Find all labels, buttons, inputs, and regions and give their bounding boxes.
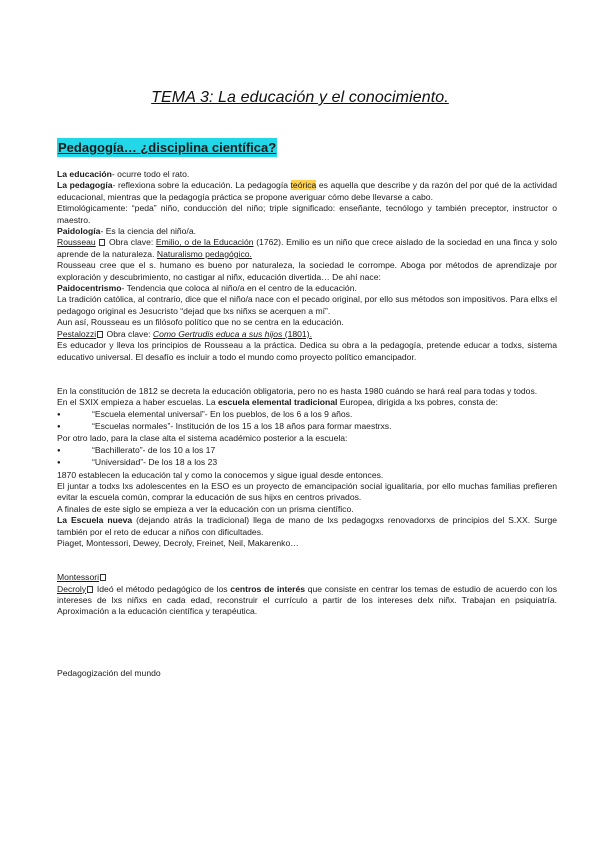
book-year: (1801). [282, 328, 312, 339]
bullet-icon [57, 409, 92, 421]
text-sxix-b: Europea, dirigida a lxs pobres, consta de: [337, 397, 498, 408]
paragraph-pedagogizacion: Pedagogización del mundo [57, 667, 161, 678]
section-heading: Pedagogía… ¿disciplina científica? [58, 140, 277, 155]
missing-glyph-icon [99, 239, 105, 246]
paragraph-etimologia: Etimológicamente: “peda” niño, conducción del niño; triple significado: enseñante, tecnólogo y también preceptor, instructor o maestro. [57, 203, 557, 225]
book-gertrudis: Como Gertrudis educa a sus hijos [152, 328, 283, 339]
text-pedagogia-a: - reflexiona sobre la educación. La pedagogía [112, 180, 291, 191]
list-item-text: “Bachillerato”- de los 10 a los 17 [92, 444, 216, 455]
text-sxix-a: En el SXIX empieza a haber escuelas. La [57, 397, 218, 408]
author-rousseau: Rousseau [57, 237, 96, 248]
label-obra-clave: Obra clave: [104, 328, 153, 339]
paragraph-paidocentrismo [57, 283, 557, 294]
paragraph-eso: El juntar a todxs lxs adolescentes en la ESO es un proyecto de emancipación social igualitaria, por ello muchas familias prefieren evitar la escuela común, comprar la educación de sus hijxs en centros privados. [57, 480, 557, 503]
list-item-text: “Universidad”- De los 18 a los 23 [92, 457, 218, 468]
term-centros-interes: centros de interés [230, 583, 306, 594]
text-paidocentrismo: - Tendencia que coloca al niño/a en el centro de la educación. [121, 283, 357, 294]
paragraph-decroly [57, 584, 557, 618]
list-item-text: “Escuelas normales”- Institución de los 15 a los 18 años para formar maestrxs. [92, 420, 392, 431]
book-emilio: Emilio, o de la Educación [155, 237, 254, 248]
paragraph-educacion [57, 169, 557, 180]
document-body [57, 169, 557, 679]
label-obra-clave: Obra clave: [106, 237, 156, 248]
text-pedagogia-b: es aquella que describe y da razón del por qué de la actividad educacional, mientras que la pedagogía práctica se propone averiguar cómo debe llevarse a cabo. [57, 180, 557, 202]
author-decroly: Decroly [57, 583, 87, 594]
paragraph-educador: Es educador y lleva los principios de Rousseau a la práctica. Dedica su obra a la pedagogía, pretende educar a todxs, sistema educativo universal. El desafío es incluir a todo el mundo como proyecto político emancipador. [57, 340, 557, 362]
text-educacion: - ocurre todo el rato. [111, 169, 190, 179]
page-title: TEMA 3: La educación y el conocimiento. [151, 89, 449, 106]
paragraph-paidologia [57, 226, 557, 237]
paragraph-escuela-nueva [57, 515, 557, 538]
paragraph-constitucion: En la constitución de 1812 se decreta la educación obligatoria, pero no es hasta 1980 cuándo se hará real para todas y todos. [57, 385, 538, 396]
list-item-text: “Escuela elemental universal”- En los pueblos, de los 6 a los 9 años. [92, 408, 353, 419]
term-escuela-elemental: escuela elemental tradicional [218, 397, 338, 408]
text-paidologia: - Es la ciencia del niño/a. [100, 226, 196, 237]
paragraph-pedagogia [57, 180, 557, 203]
bullet-icon [57, 445, 92, 457]
list-item [57, 445, 557, 457]
paragraph-aun-asi: Aun así, Rousseau es un filósofo político que no se centra en la educación. [57, 317, 344, 328]
paragraph-rousseau [57, 237, 557, 260]
paragraph-prisma: A finales de este siglo se empieza a ver la educación con un prisma científico. [57, 503, 354, 514]
paragraph-pedagogos: Piaget, Montessori, Dewey, Decroly, Freinet, Neil, Makarenko… [57, 537, 299, 548]
paragraph-pestalozzi [57, 329, 557, 340]
text-decroly-a: Ideó el método pedagógico de los [94, 583, 231, 594]
paragraph-1870: 1870 establecen la educación tal y como la conocemos y sigue igual desde entonces. [57, 469, 384, 480]
term-pedagogia: La pedagogía [57, 180, 113, 191]
missing-glyph-icon [100, 574, 106, 581]
term-educacion: La educación [57, 169, 112, 179]
paragraph-rousseau-cree: Rousseau cree que el s. humano es bueno por naturaleza, la sociedad le corrompe. Aboga por métodos de aprendizaje por exploración y descubrimiento, no castigar al niñx, educación divertida… De ahí nace: [57, 260, 557, 282]
term-paidologia: Paidología [57, 226, 101, 237]
term-escuela-nueva: Escuela nueva [70, 515, 133, 526]
list-item [57, 421, 557, 433]
missing-glyph-icon [97, 331, 103, 338]
term-la: La [57, 515, 71, 526]
missing-glyph-icon [87, 586, 93, 593]
highlight-teorica: teórica [290, 180, 317, 191]
bullet-icon [57, 457, 92, 469]
author-montessori: Montessori [57, 572, 100, 583]
term-naturalismo: Naturalismo pedagógico. [156, 248, 252, 259]
list-item [57, 409, 557, 421]
bullet-icon [57, 421, 92, 433]
text-escuela-nueva: (dejando atrás la tradicional) llega de mano de lxs pedagogxs renovadorxs de principios del S.XX. Surge también por el reto de educar a niños con dificultades. [57, 515, 557, 537]
paragraph-clase-alta: Por otro lado, para la clase alta el sistema académico posterior a la escuela: [57, 433, 348, 444]
paragraph-montessori [57, 572, 557, 583]
paragraph-sxix [57, 397, 557, 408]
list-item [57, 457, 557, 469]
author-pestalozzi: Pestalozzi [57, 328, 97, 339]
paragraph-tradicion-catolica: La tradición católica, al contrario, dice que el niño/a nace con el pecado original, por ello sus métodos son impositivos. Para ellxs el pedagogo original es Jesucristo “dejad que lxs niñxs se acerquen a mí”. [57, 294, 557, 316]
text-rousseau: (1762). Emilio es un niño que crece aislado de la sociedad en una finca y solo aprende de la naturaleza. [57, 237, 558, 259]
term-paidocentrismo: Paidocentrismo [57, 283, 122, 294]
text-decroly-b: que consiste en centrar los temas de estudio de acuerdo con los intereses de lxs niñxs en cada edad, reconstruir el currículo a partir de los intereses delx niñx. Trabajan en psiquiatría. Aproximación a la educación científica y terapéutica. [57, 583, 558, 617]
